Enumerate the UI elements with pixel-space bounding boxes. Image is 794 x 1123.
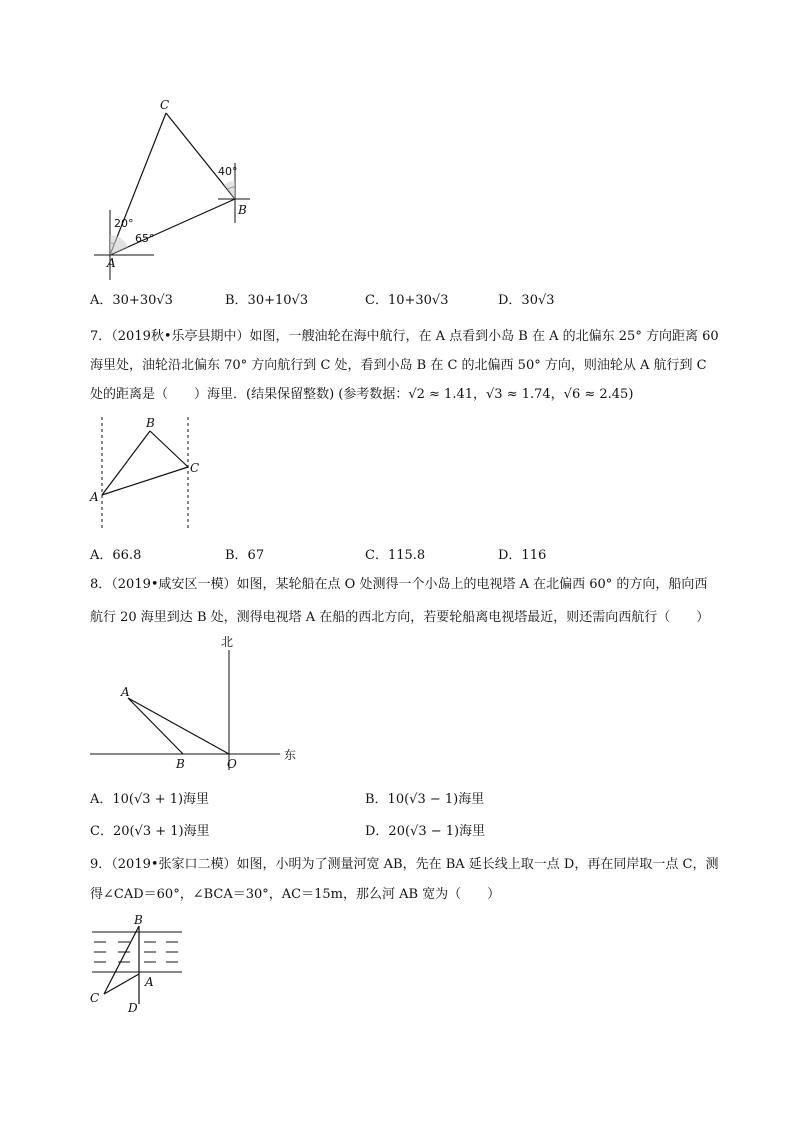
water-marks: [94, 942, 178, 962]
q7-figure: [88, 415, 218, 533]
q8-figure: [88, 632, 303, 777]
label-b: B: [134, 913, 143, 927]
segment-ao: [128, 698, 229, 754]
angle-65-label: 65°: [135, 232, 155, 245]
label-b: B: [238, 203, 247, 217]
label-c: C: [190, 461, 200, 475]
q8-option-b[interactable]: B．10(√3 − 1)海里: [365, 792, 485, 807]
q9-line-1: 9．（2019•张家口二模）如图，小明为了测量河宽 AB，先在 BA 延长线上取一点 D，再在同岸取一点 C，测: [90, 857, 719, 872]
q8-option-a[interactable]: A．10(√3 + 1)海里: [90, 792, 210, 807]
q7-line-1: 7．（2019秋•乐亭县期中）如图，一艘油轮在海中航行，在 A 点看到小岛 B 在 A 的北偏东 25° 方向距离 60: [90, 329, 719, 344]
q8-option-c[interactable]: C．20(√3 + 1)海里: [90, 824, 210, 839]
label-d: D: [128, 1001, 138, 1015]
q7-option-c[interactable]: C．115.8: [365, 548, 426, 563]
q9-line-2: 得∠CAD＝60°，∠BCA＝30°，AC＝15m，那么河 AB 宽为（ ）: [90, 887, 501, 902]
label-a: A: [90, 490, 99, 504]
label-a: A: [145, 975, 154, 989]
q9-figure: [88, 912, 188, 1017]
q6-option-d[interactable]: D．30√3: [498, 293, 555, 308]
segment-ac: [102, 467, 188, 495]
segment-ab: [102, 431, 150, 495]
label-c: C: [90, 991, 100, 1005]
q6-option-c[interactable]: C．10+30√3: [365, 293, 449, 308]
q7-line-2: 海里处，油轮沿北偏东 70° 方向航行到 C 处，看到小岛 B 在 C 的北偏西 50° 方向，则油轮从 A 航行到 C: [90, 358, 707, 373]
q8-line-1: 8．（2019•咸安区一模）如图，某轮船在点 O 处测得一个小岛上的电视塔 A 在北偏西 60° 的方向，船向西: [90, 577, 708, 592]
east-label: 东: [284, 748, 297, 762]
q7-option-a[interactable]: A．66.8: [90, 548, 142, 563]
angle-20-label: 20°: [114, 217, 134, 230]
segment-bc: [150, 431, 188, 467]
q6-option-b[interactable]: B．30+10√3: [225, 293, 309, 308]
label-c: C: [160, 98, 170, 112]
angle-shade-a: [110, 235, 128, 255]
q7-option-d[interactable]: D．116: [498, 548, 547, 563]
label-a: A: [107, 256, 116, 270]
angle-shade-b: [224, 181, 235, 199]
label-b: B: [176, 757, 185, 771]
q8-option-d[interactable]: D．20(√3 − 1)海里: [365, 824, 486, 839]
label-a: A: [121, 685, 130, 699]
label-b: B: [146, 416, 155, 430]
north-label: 北: [221, 635, 234, 649]
q6-option-a[interactable]: A．30+30√3: [90, 293, 173, 308]
segment-ab: [128, 698, 183, 754]
angle-40-label: 40°: [218, 165, 238, 178]
label-o: O: [227, 757, 237, 771]
q7-option-b[interactable]: B．67: [225, 548, 265, 563]
segment-cb: [166, 113, 235, 199]
q7-line-3: 处的距离是（ ）海里．(结果保留整数) (参考数据：√2 ≈ 1.41，√3 ≈ 1.74，√6 ≈ 2.45): [90, 387, 634, 402]
q8-line-2: 航行 20 海里到达 B 处，测得电视塔 A 在船的西北方向，若要轮船离电视塔最近，则还需向西航行（ ）: [90, 610, 710, 625]
q6-figure: [90, 95, 260, 280]
